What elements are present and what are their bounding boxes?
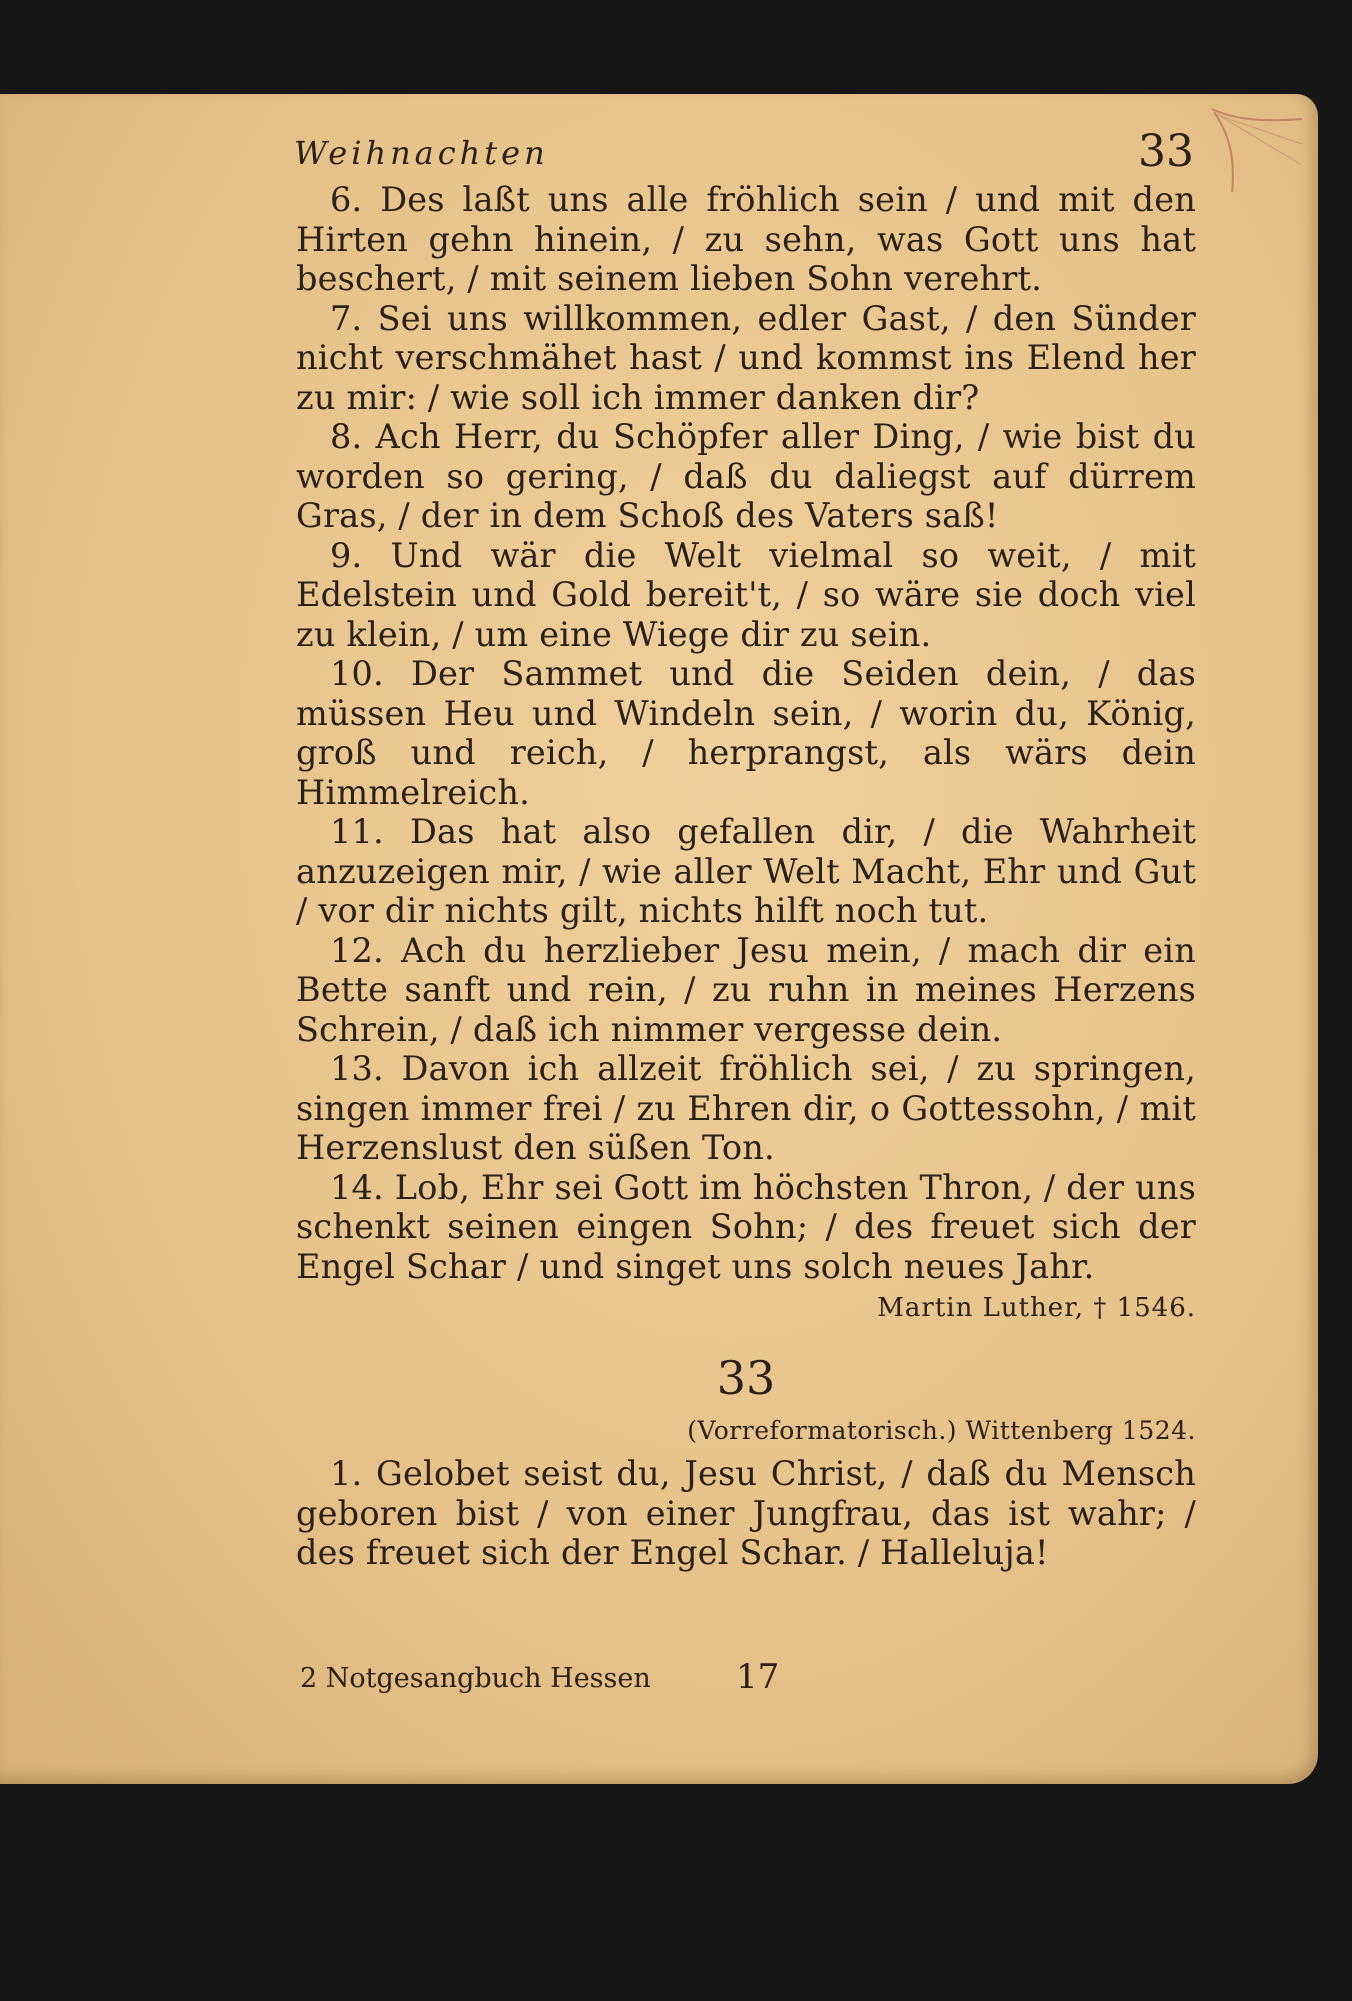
sheet-number: 17 [736,1657,780,1697]
verse-10: 10. Der Sammet und die Seiden dein, / das müssen Heu und Windeln sein, / worin du, König, groß und reich, / herprangst, als wärs dein Himmelreich. [296,654,1196,812]
page-corner-mark [1202,104,1312,194]
hymn-text [296,180,1196,1573]
page-number: 33 [1138,126,1194,177]
page-header [294,126,1194,176]
verse-6: 6. Des laßt uns alle fröhlich sein / und mit den Hirten gehn hinein, / zu sehn, was Gott uns hat beschert, / mit seinem lieben Sohn verehrt. [296,180,1196,298]
verse-8: 8. Ach Herr, du Schöpfer aller Ding, / wie bist du worden so gering, / daß du daliegst auf dürrem Gras, / der in dem Schoß des Vaters saß! [296,417,1196,535]
verse-13: 13. Davon ich allzeit fröhlich sei, / zu springen, singen immer frei / zu Ehren dir, o Gottessohn, / mit Herzenslust den süßen Ton. [296,1049,1196,1167]
hymn-number: 33 [716,1351,776,1405]
hymn-source: (Vorreformatorisch.) Wittenberg 1524. [687,1416,1196,1445]
printer-signature: 2 Notgesangbuch Hessen [300,1663,651,1694]
verse-12: 12. Ach du herzlieber Jesu mein, / mach dir ein Bette sanft und rein, / zu ruhn in meines Herzens Schrein, / daß ich nimmer vergesse dein. [296,930,1196,1049]
verse-14: 14. Lob, Ehr sei Gott im höchsten Thron, / der uns schenkt seinen eingen Sohn; / des freuet sich der Engel Schar / und singet uns solch neues Jahr. [296,1167,1196,1286]
verse-11: 11. Das hat also gefallen dir, / die Wahrheit anzuzeigen mir, / wie aller Welt Macht, Ehr und Gut / vor dir nichts gilt, nichts hilft noch tut. [296,812,1196,930]
author-attribution: Martin Luther, † 1546. [877,1293,1196,1323]
verse-7: 7. Sei uns willkommen, edler Gast, / den Sünder nicht verschmähet hast / und kommst ins Elend her zu mir: / wie soll ich immer danken dir? [296,298,1196,417]
running-title: Weihnachten [294,134,549,172]
next-hymn-verse-1: 1. Gelobet seist du, Jesu Christ, / daß du Mensch geboren bist / von einer Jungfrau, das ist wahr; / des freuet sich der Engel Schar. / Halleluja! [296,1454,1196,1572]
page-footer [300,1657,800,1697]
verse-9: 9. Und wär die Welt vielmal so weit, / mit Edelstein und Gold bereit't, / so wäre sie doch viel zu klein, / um eine Wiege dir zu sein. [296,535,1196,654]
